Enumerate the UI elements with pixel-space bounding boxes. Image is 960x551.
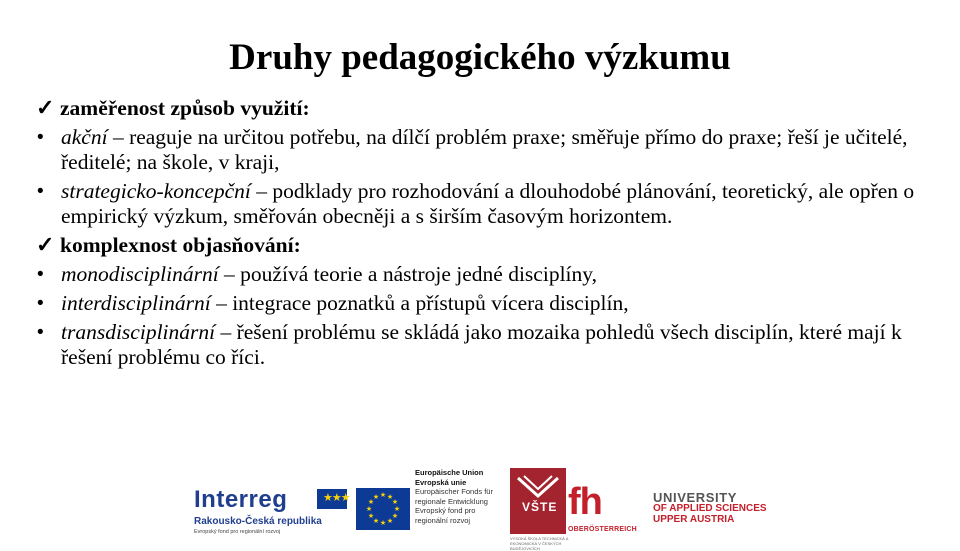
list-item — [36, 179, 916, 229]
svg-text:★: ★ — [393, 505, 401, 513]
slide-title: Druhy pedagogického výzkumu — [229, 37, 731, 78]
section-heading-text: komplexnost objasňování: — [60, 233, 301, 257]
svg-text:★: ★ — [367, 498, 375, 506]
svg-text:★: ★ — [386, 493, 394, 501]
fh-sub: OBERÖSTERREICH — [568, 526, 637, 533]
item-text: – reaguje na určitou potřebu, na dílčí problém praxe; směřuje přímo do praxe; řeší je učitelé, ředitelé; na škole, v kraji, — [61, 125, 908, 174]
section-heading — [36, 232, 916, 258]
fh-logo — [566, 480, 648, 536]
vste-logo — [510, 468, 569, 551]
university-line: UNIVERSITY — [653, 490, 738, 505]
item-term: strategicko-koncepční — [61, 179, 251, 203]
svg-text:★: ★ — [365, 505, 373, 513]
bullet-icon: • — [37, 322, 44, 343]
section-heading-text: zaměřenost způsob využití: — [60, 96, 310, 120]
svg-text:★: ★ — [386, 517, 394, 525]
svg-text:★: ★ — [372, 517, 380, 525]
list-item — [36, 291, 916, 316]
svg-text:★: ★ — [391, 498, 399, 506]
item-term: akční — [61, 125, 108, 149]
svg-text:★: ★ — [391, 512, 399, 520]
interreg-logo — [194, 486, 348, 536]
eu-line: Evropský fond pro — [415, 506, 476, 515]
item-text: – řešení problému se skládá jako mozaika pohledů všech disciplín, které mají k řešení problému co říci. — [61, 320, 902, 369]
slide-content — [36, 92, 916, 370]
bullet-icon: • — [37, 181, 44, 202]
section-heading — [36, 95, 916, 121]
eu-flag-icon — [356, 488, 410, 530]
interreg-region: Rakousko-Česká republika — [194, 516, 322, 527]
eu-line: Europäische Union — [415, 468, 484, 477]
svg-text:★: ★ — [379, 519, 387, 527]
item-text: – používá teorie a nástroje jedné disciplíny, — [218, 262, 597, 286]
eu-line: regionální rozvoj — [415, 515, 471, 525]
check-icon: ✓ — [36, 232, 55, 257]
bullet-icon: • — [37, 264, 44, 285]
item-term: transdisciplinární — [61, 320, 216, 344]
bullet-icon: • — [37, 127, 44, 148]
eu-line: Europäischer Fonds für — [415, 487, 493, 496]
eu-flag-small-icon: ★★★ — [317, 489, 347, 509]
list-item — [36, 320, 916, 370]
list-item — [36, 125, 916, 175]
svg-text:★: ★ — [379, 491, 387, 499]
svg-text:★: ★ — [367, 512, 375, 520]
item-text: – podklady pro rozhodování a dlouhodobé plánování, teoretický, ale opřen o empirický výzkum, směřován obecněji a s širším časovým horizontem. — [61, 179, 915, 228]
item-term: interdisciplinární — [61, 291, 211, 315]
university-logo — [653, 492, 767, 525]
check-icon: ✓ — [36, 95, 55, 120]
bullet-icon: • — [37, 293, 44, 314]
eu-line: regionale Entwicklung — [415, 496, 488, 506]
university-line: UPPER AUSTRIA — [653, 514, 735, 525]
logo-strip — [0, 458, 960, 551]
university-line: OF APPLIED SCIENCES — [653, 503, 767, 514]
item-term: monodisciplinární — [61, 262, 219, 286]
eu-line: Evropská unie — [415, 477, 467, 487]
svg-text:★: ★ — [372, 493, 380, 501]
vste-wordmark: VŠTE — [522, 500, 558, 514]
interreg-wordmark: Interreg — [194, 486, 288, 513]
fh-wordmark: fh — [568, 481, 602, 523]
eu-text — [415, 468, 493, 525]
interreg-fund: Evropský fond pro regionální rozvoj — [194, 529, 281, 535]
vste-text: VYSOKÁ ŠKOLA TECHNICKÁ A EKONOMICKÁ V ČESKÝCH BUDĚJOVICÍCH — [510, 536, 569, 551]
item-text: – integrace poznatků a přístupů vícera disciplín, — [210, 291, 629, 315]
list-item — [36, 262, 916, 287]
